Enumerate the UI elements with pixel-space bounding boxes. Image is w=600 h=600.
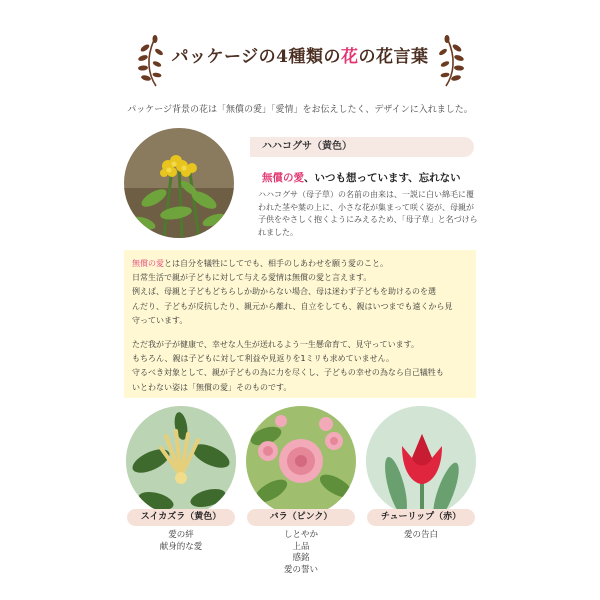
headline-rest: 、いつも想っています、忘れない (304, 172, 461, 184)
intro-text: パッケージ背景の花は「無償の愛」「愛情」をお伝えしたく、デザインに入れました。 (127, 105, 473, 115)
meaning-item: しとやか (283, 530, 318, 540)
box-line: 守るべき対象として、親が子どもの為に力を尽くし、子どもの幸せの為なら自己犠牲も (132, 368, 444, 378)
box-line: ただ我が子が健康で、幸せな人生が送れるよう一生懸命育て、見守っています。 (132, 340, 420, 350)
flower-meanings (247, 530, 355, 576)
box-spacer (132, 328, 476, 338)
meaning-item: 愛の告白 (403, 530, 438, 540)
meaning-item: 上品 (292, 541, 310, 552)
meaning-item: 感銘 (292, 553, 310, 563)
meaning-item: 愛の誓い (283, 564, 318, 575)
laurel-left-icon (134, 34, 168, 90)
title-before: パッケージの4種類の (171, 47, 341, 67)
flower-name-pill: バラ（ピンク） (247, 509, 355, 526)
suikazura-photo (126, 406, 236, 516)
box-line: 守っています。 (132, 315, 188, 325)
laurel-right-icon (434, 34, 468, 90)
box-line: いとわない姿は「無償の愛」そのものです。 (132, 382, 292, 392)
box-line (132, 257, 476, 271)
tulip-photo (366, 406, 476, 516)
title-accent: 花 (341, 47, 359, 67)
rose-photo (246, 406, 356, 516)
box-accent: 無償の愛 (132, 259, 164, 268)
featured-description: ハハコグサ（母子草）の名前の由来は、一説に白い綿毛に覆われた茎や葉の上に、小さな花が集まって咲く姿が、母親が子供をやさしく抱くようにみえるため、「母子草」と名づけられました。 (258, 190, 478, 237)
meaning-item: 献身的な愛 (159, 541, 203, 552)
explanation-box (124, 250, 476, 398)
box-line: もちろん、親は子どもに対して利益や見返りを1ミリも求めていません。 (132, 354, 395, 364)
box-line-rest: とは自分を犠牲にしてでも、相手のしあわせを願う愛のこと。 (164, 259, 388, 268)
box-line: んだり、子どもが反抗したり、親元から離れ、自立をしても、親はいつまでも遠くから見 (132, 301, 453, 311)
page-title (170, 42, 430, 67)
title-row (0, 34, 600, 90)
box-line: 日常生活で親が子どもに対して与える愛情は無償の愛と言えます。 (132, 273, 372, 283)
hahakogusa-photo (124, 128, 234, 238)
box-line: 例えば、母親と子どもどちらしか助からない場合、母は迷わず子どもを助けるのを選 (132, 287, 436, 297)
featured-headline (262, 170, 461, 185)
flower-name-pill: チューリップ（赤） (367, 509, 475, 526)
flower-meanings (127, 530, 235, 553)
headline-accent: 無償の愛 (262, 172, 304, 184)
flower-meanings (367, 530, 475, 542)
meaning-item: 愛の絆 (168, 530, 194, 540)
featured-name-tag: ハハコグサ（黄色） (250, 137, 474, 157)
flower-name-pill: スイカズラ（黄色） (127, 509, 235, 526)
title-after: の花言葉 (358, 47, 429, 67)
